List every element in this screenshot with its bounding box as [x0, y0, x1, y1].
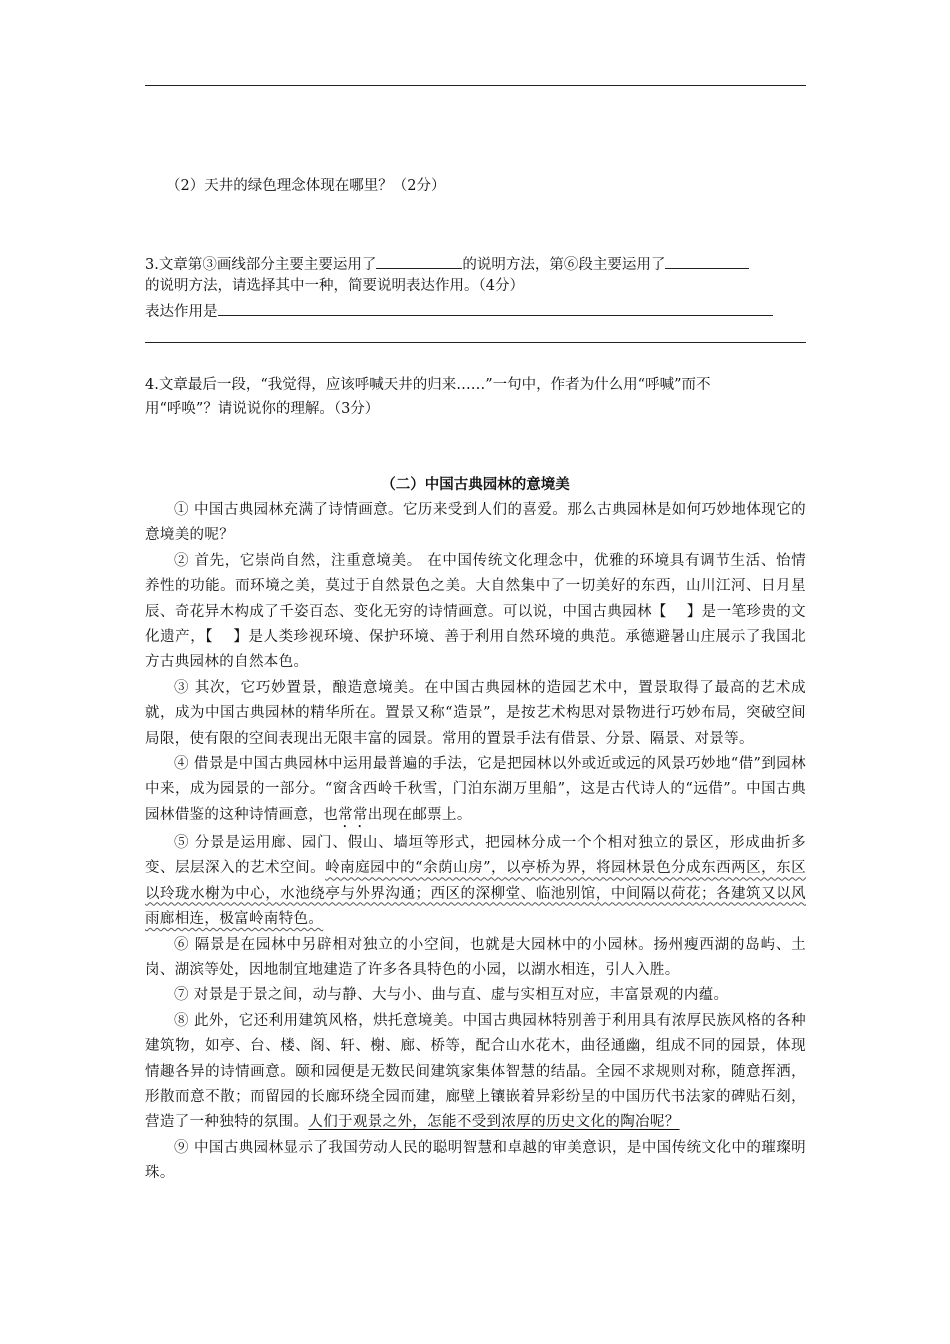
paragraph-5-text: ⑤ 分景是运用廊、园门、假山、墙垣等形式，把园林分成一个个相对独立的景区，形成曲折多变、层层深入的艺术空间。	[145, 834, 806, 877]
fill-blank-method-2[interactable]	[665, 251, 749, 269]
question-3-line-2: 的说明方法，请选择其中一种，简要说明表达作用。（4分）	[145, 278, 524, 294]
answer-label: 表达作用是	[145, 304, 218, 320]
paragraph-2: ② 首先，它崇尚自然，注重意境美。 在中国传统文化理念中，优雅的环境具有调节生活、怡情养性的功能。而环境之美，莫过于自然景色之美。大自然集中了一切美好的东西，山川江河、日月星辰、奇花异木构成了千姿百态、变化无穷的诗情画意。可以说，中国古典园林【 】是一笔珍贵的文化遗产，【 】是人类珍视环境、保护环境、善于利用自然环境的典范。承德避暑山庄展示了我国北方古典园林的自然本色。	[145, 552, 806, 671]
article-body	[145, 498, 806, 1187]
question-2-text: （2）天井的绿色理念体现在哪里？（2分）	[166, 178, 446, 194]
question-3-part-2: 的说明方法，第⑥段主要运用了	[462, 257, 666, 273]
question-3-answer-row	[145, 298, 773, 324]
question-4-line-1: 4.文章最后一段，“我觉得，应该呼喊天井的归来……”一句中，作者为什么用“呼喊”而不	[145, 377, 711, 393]
question-3-part-1: 3.文章第③画线部分主要主要运用了	[145, 257, 377, 273]
question-4-line-2: 用“呼唤”？请说说你的理解。（3分）	[145, 401, 380, 417]
paragraph-8	[145, 1009, 806, 1136]
paragraph-6: ⑥ 隔景是在园林中另辟相对独立的小空间，也就是大园林中的小园林。扬州瘦西湖的岛屿、土岗、湖滨等处，因地制宜地建造了许多各具特色的小园，以湖水相连，引人入胜。	[145, 936, 806, 978]
wavy-underlined-passage: 岭南庭园中的“余荫山房”，以亭桥为界，将园林景色分成东西两区，东区以玲珑水榭为中心，水池绕亭与外界沟通；西区的深柳堂、临池别馆，中间隔以荷花；各建筑又以风雨廊相连，极富岭南特色。	[145, 860, 807, 928]
paragraph-9: ⑨ 中国古典园林显示了我国劳动人民的聪明智慧和卓越的审美意识，是中国传统文化中的璀璨明珠。	[145, 1139, 806, 1182]
paragraph-3: ③ 其次，它巧妙置景，酿造意境美。在中国古典园林的造园艺术中，置景取得了最高的艺术成就，成为中国古典园林的精华所在。置景又称“造景”，是按艺术构思对景物进行巧妙布局，突破空间局限，使有限的空间表现出无限丰富的园景。常用的置景手法有借景、分景、隔景、对景等。	[145, 679, 806, 747]
fill-blank-method-1[interactable]	[376, 251, 462, 269]
article-title: （二）中国古典园林的意境美	[381, 476, 570, 493]
underlined-question-sentence: 人们于观景之外，怎能不受到浓厚的历史文化的陶冶呢？	[308, 1114, 680, 1131]
paragraph-8-text: ⑧ 此外，它还利用建筑风格，烘托意境美。中国古典园林特别善于利用具有浓厚民族风格的各种建筑物，如亭、台、楼、阁、轩、榭、廊、桥等，配合山水花木，曲径通幽，组成不同的园景，体现情趣各异的诗情画意。颐和园便是无数民间建筑家集体智慧的结晶。全园不求规则对称，随意挥洒，形散而意不散；而留园的长廊环绕全园而建，廊壁上镶嵌着异彩纷呈的中国历代书法家的碑贴石刻，营造了一种独特的氛围。	[145, 1012, 806, 1131]
answer-blank-line[interactable]	[218, 298, 773, 316]
dotted-word: 常常	[338, 806, 368, 823]
paragraph-1: ① 中国古典园林充满了诗情画意。它历来受到人们的喜爱。那么古典园林是如何巧妙地体现它的意境美的呢？	[145, 502, 806, 544]
paragraph-5	[145, 831, 806, 933]
answer-line-2[interactable]	[145, 342, 806, 343]
paragraph-7: ⑦ 对景是于景之间，动与静、大与小、曲与直、虚与实相互对应，丰富景观的内蕴。	[174, 987, 729, 1004]
paragraph-4-end: 出现在邮票上。	[367, 806, 472, 823]
paragraph-4-text: ④ 借景是中国古典园林中运用最普遍的手法，它是把园林以外或近或远的风景巧妙地“借”到园林中来，成为园景的一部分。“窗含西岭千秋雪，门泊东湖万里船”，这是古代诗人的“远借”。中国古典园林借鉴的这种诗情画意，也	[145, 756, 806, 823]
answer-line-top	[145, 85, 806, 86]
paragraph-4	[145, 752, 806, 831]
